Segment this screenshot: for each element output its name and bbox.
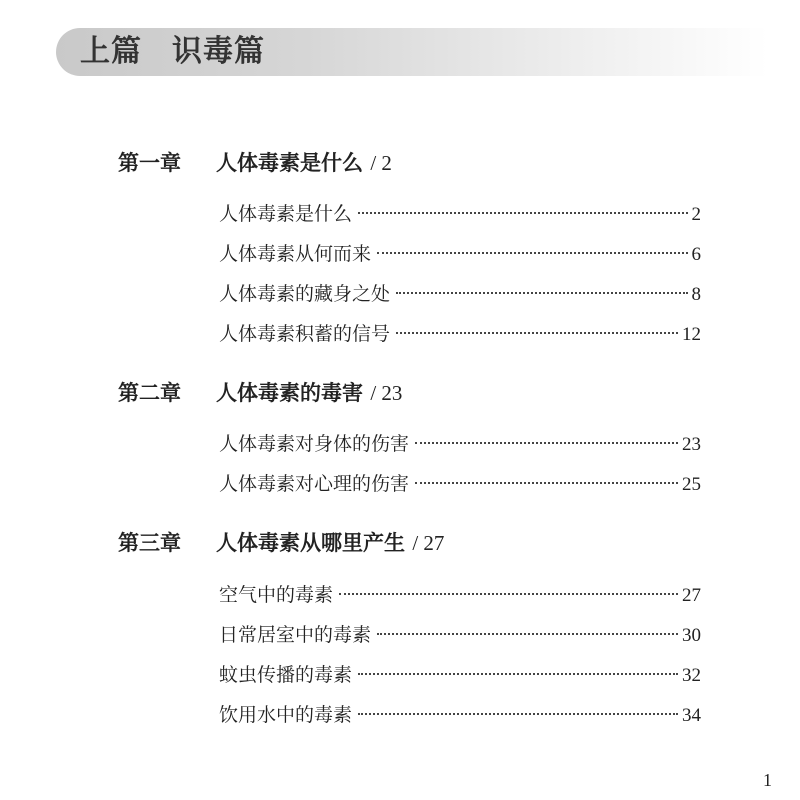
toc-entry[interactable] (219, 320, 701, 348)
chapter-title: 人体毒素从哪里产生 (216, 531, 405, 555)
dot-leader (377, 633, 678, 635)
entry-title: 日常居室中的毒素 (219, 624, 372, 646)
entry-page: 32 (682, 665, 701, 686)
entry-title: 人体毒素的藏身之处 (219, 283, 391, 305)
entry-title: 蚊虫传播的毒素 (219, 664, 353, 686)
toc-entry[interactable] (219, 240, 701, 268)
dot-leader (415, 442, 678, 444)
chapter-number: 第一章 (118, 151, 181, 175)
section-name: 识毒篇 (172, 34, 265, 69)
entry-title: 人体毒素积蓄的信号 (219, 323, 391, 345)
chapter-page: / 2 (370, 151, 392, 175)
chapter-number: 第二章 (118, 381, 181, 405)
chapter-page: / 27 (412, 531, 445, 555)
toc-entry[interactable] (219, 470, 701, 498)
chapter-heading[interactable] (118, 378, 718, 408)
chapter-page: / 23 (370, 381, 403, 405)
entry-page: 25 (682, 474, 701, 495)
chapter-number: 第三章 (118, 531, 181, 555)
dot-leader (396, 332, 678, 334)
page-number: 1 (763, 770, 772, 790)
toc-entry[interactable] (219, 430, 701, 458)
entry-page: 8 (691, 284, 701, 305)
toc-entry[interactable] (219, 621, 701, 649)
entry-page: 30 (682, 625, 701, 646)
dot-leader (415, 482, 678, 484)
entry-title: 人体毒素是什么 (219, 203, 353, 225)
entry-page: 6 (691, 244, 701, 265)
dot-leader (377, 252, 687, 254)
chapter-heading[interactable] (118, 528, 718, 558)
toc-entry[interactable] (219, 661, 701, 689)
toc-entry[interactable] (219, 701, 701, 729)
entry-title: 饮用水中的毒素 (219, 704, 353, 726)
entry-title: 空气中的毒素 (219, 584, 334, 606)
chapter-title: 人体毒素是什么 (216, 151, 363, 175)
entry-page: 34 (682, 705, 701, 726)
chapter-title: 人体毒素的毒害 (216, 381, 363, 405)
toc-entry[interactable] (219, 581, 701, 609)
toc-entry[interactable] (219, 280, 701, 308)
entry-page: 12 (682, 324, 701, 345)
dot-leader (339, 593, 678, 595)
entry-title: 人体毒素对身体的伤害 (219, 433, 410, 455)
entry-title: 人体毒素对心理的伤害 (219, 473, 410, 495)
dot-leader (358, 212, 687, 214)
toc-entry[interactable] (219, 200, 701, 228)
entry-title: 人体毒素从何而来 (219, 243, 372, 265)
dot-leader (396, 292, 687, 294)
entry-page: 23 (682, 434, 701, 455)
chapter-heading[interactable] (118, 148, 718, 178)
entry-page: 27 (682, 585, 701, 606)
entry-page: 2 (691, 204, 701, 225)
dot-leader (358, 673, 678, 675)
dot-leader (358, 713, 678, 715)
section-part: 上篇 (80, 34, 142, 69)
